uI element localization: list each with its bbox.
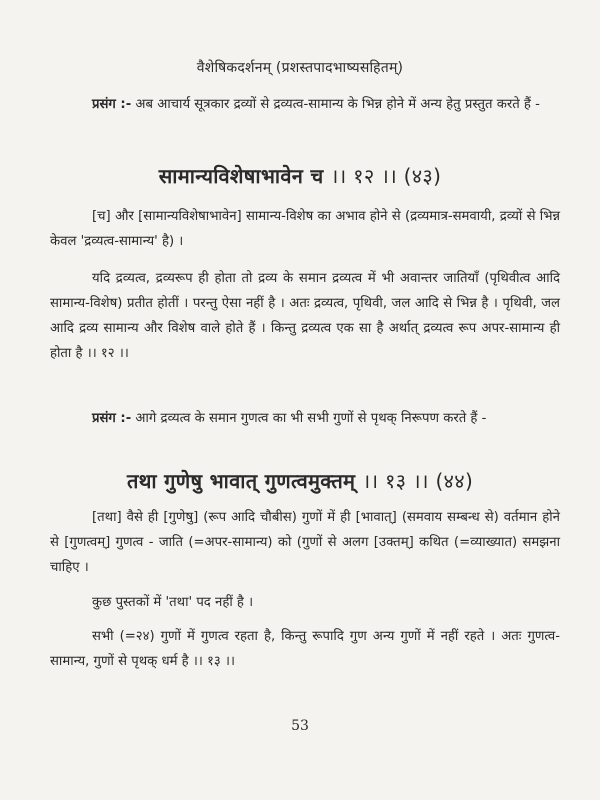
sutra-12-explanation-text: यदि द्रव्यत्व, द्रव्यरूप ही होता तो द्रव्य के समान द्रव्यत्व में भी अवान्तर जातियाँ (पृथिवीत्व आदि सामान्य-विशेष) प्रतीत होतीं । परन्तु ऐसा नहीं है । अतः द्रव्यत्व, पृथिवी, जल आदि से भिन्न है । पृथिवी, जल आदि द्रव्य सामान्य और विशेष वाले होते हैं । किन्तु द्रव्यत्व एक सा है अर्थात् द्रव्यत्व रूप अपर-सामान्य ही होता है ।। १२ ।। <box>50 271 560 361</box>
sutra-13-explanation <box>50 624 560 674</box>
sutra-12-meaning-text: [च] और [सामान्यविशेषाभावेन] सामान्य-विशेष का अभाव होने से (द्रव्यमात्र-समवायी, द्रव्यों से भिन्न केवल 'द्रव्यत्व-सामान्य' है) । <box>50 209 560 249</box>
prasang-text-1: अब आचार्य सूत्रकार द्रव्यों से द्रव्यत्व-सामान्य के भिन्न होने में अन्य हेतु प्रस्तुत करते हैं - <box>135 97 540 112</box>
textual-note-text: कुछ पुस्तकों में 'तथा' पद नहीं है । <box>92 595 254 610</box>
prasang-intro-2 <box>50 406 560 431</box>
sutra-13-explanation-text: सभी (=२४) गुणों में गुणत्व रहता है, किन्तु रूपादि गुण अन्य गुणों में नहीं रहते । अतः गुणत्व-सामान्य, गुणों से पृथक् धर्म है ।। १३ ।। <box>50 629 560 669</box>
sutra-13-number: ।। १३ ।। (४४) <box>362 469 474 493</box>
sutra-12-meaning <box>50 204 560 254</box>
sutra-12 <box>0 162 600 189</box>
sutra-13-text: तथा गुणेषु भावात् गुणत्वमुक्तम् <box>126 469 356 493</box>
prasang-text-2: आगे द्रव्यत्व के समान गुणत्व का भी सभी गुणों से पृथक् निरूपण करते हैं - <box>135 411 487 426</box>
page-number: 53 <box>291 718 309 734</box>
sutra-12-text: सामान्यविशेषाभावेन च <box>158 164 324 188</box>
sutra-12-number: ।। १२ ।। (४३) <box>330 164 442 188</box>
prasang-label-1: प्रसंग :- <box>92 97 132 112</box>
sutra-12-explanation <box>50 266 560 366</box>
sutra-13-meaning-text: [तथा] वैसे ही [गुणेषु] (रूप आदि चौबीस) गुणों में ही [भावात्] (समवाय सम्बन्ध से) वर्तमान होने से [गुणत्वम्] गुणत्व - जाति (=अपर-सामान्य) को (गुणों से अलग [उक्तम्] कथित (=व्याख्यात) समझना चाहिए । <box>50 510 560 575</box>
prasang-intro-1 <box>50 92 560 117</box>
running-header: वैशेषिकदर्शनम् (प्रशस्तपादभाष्यसहितम्) <box>196 60 404 76</box>
sutra-13 <box>0 467 600 494</box>
prasang-label-2: प्रसंग :- <box>92 411 132 426</box>
sutra-13-meaning <box>50 505 560 580</box>
textual-note <box>50 590 560 615</box>
